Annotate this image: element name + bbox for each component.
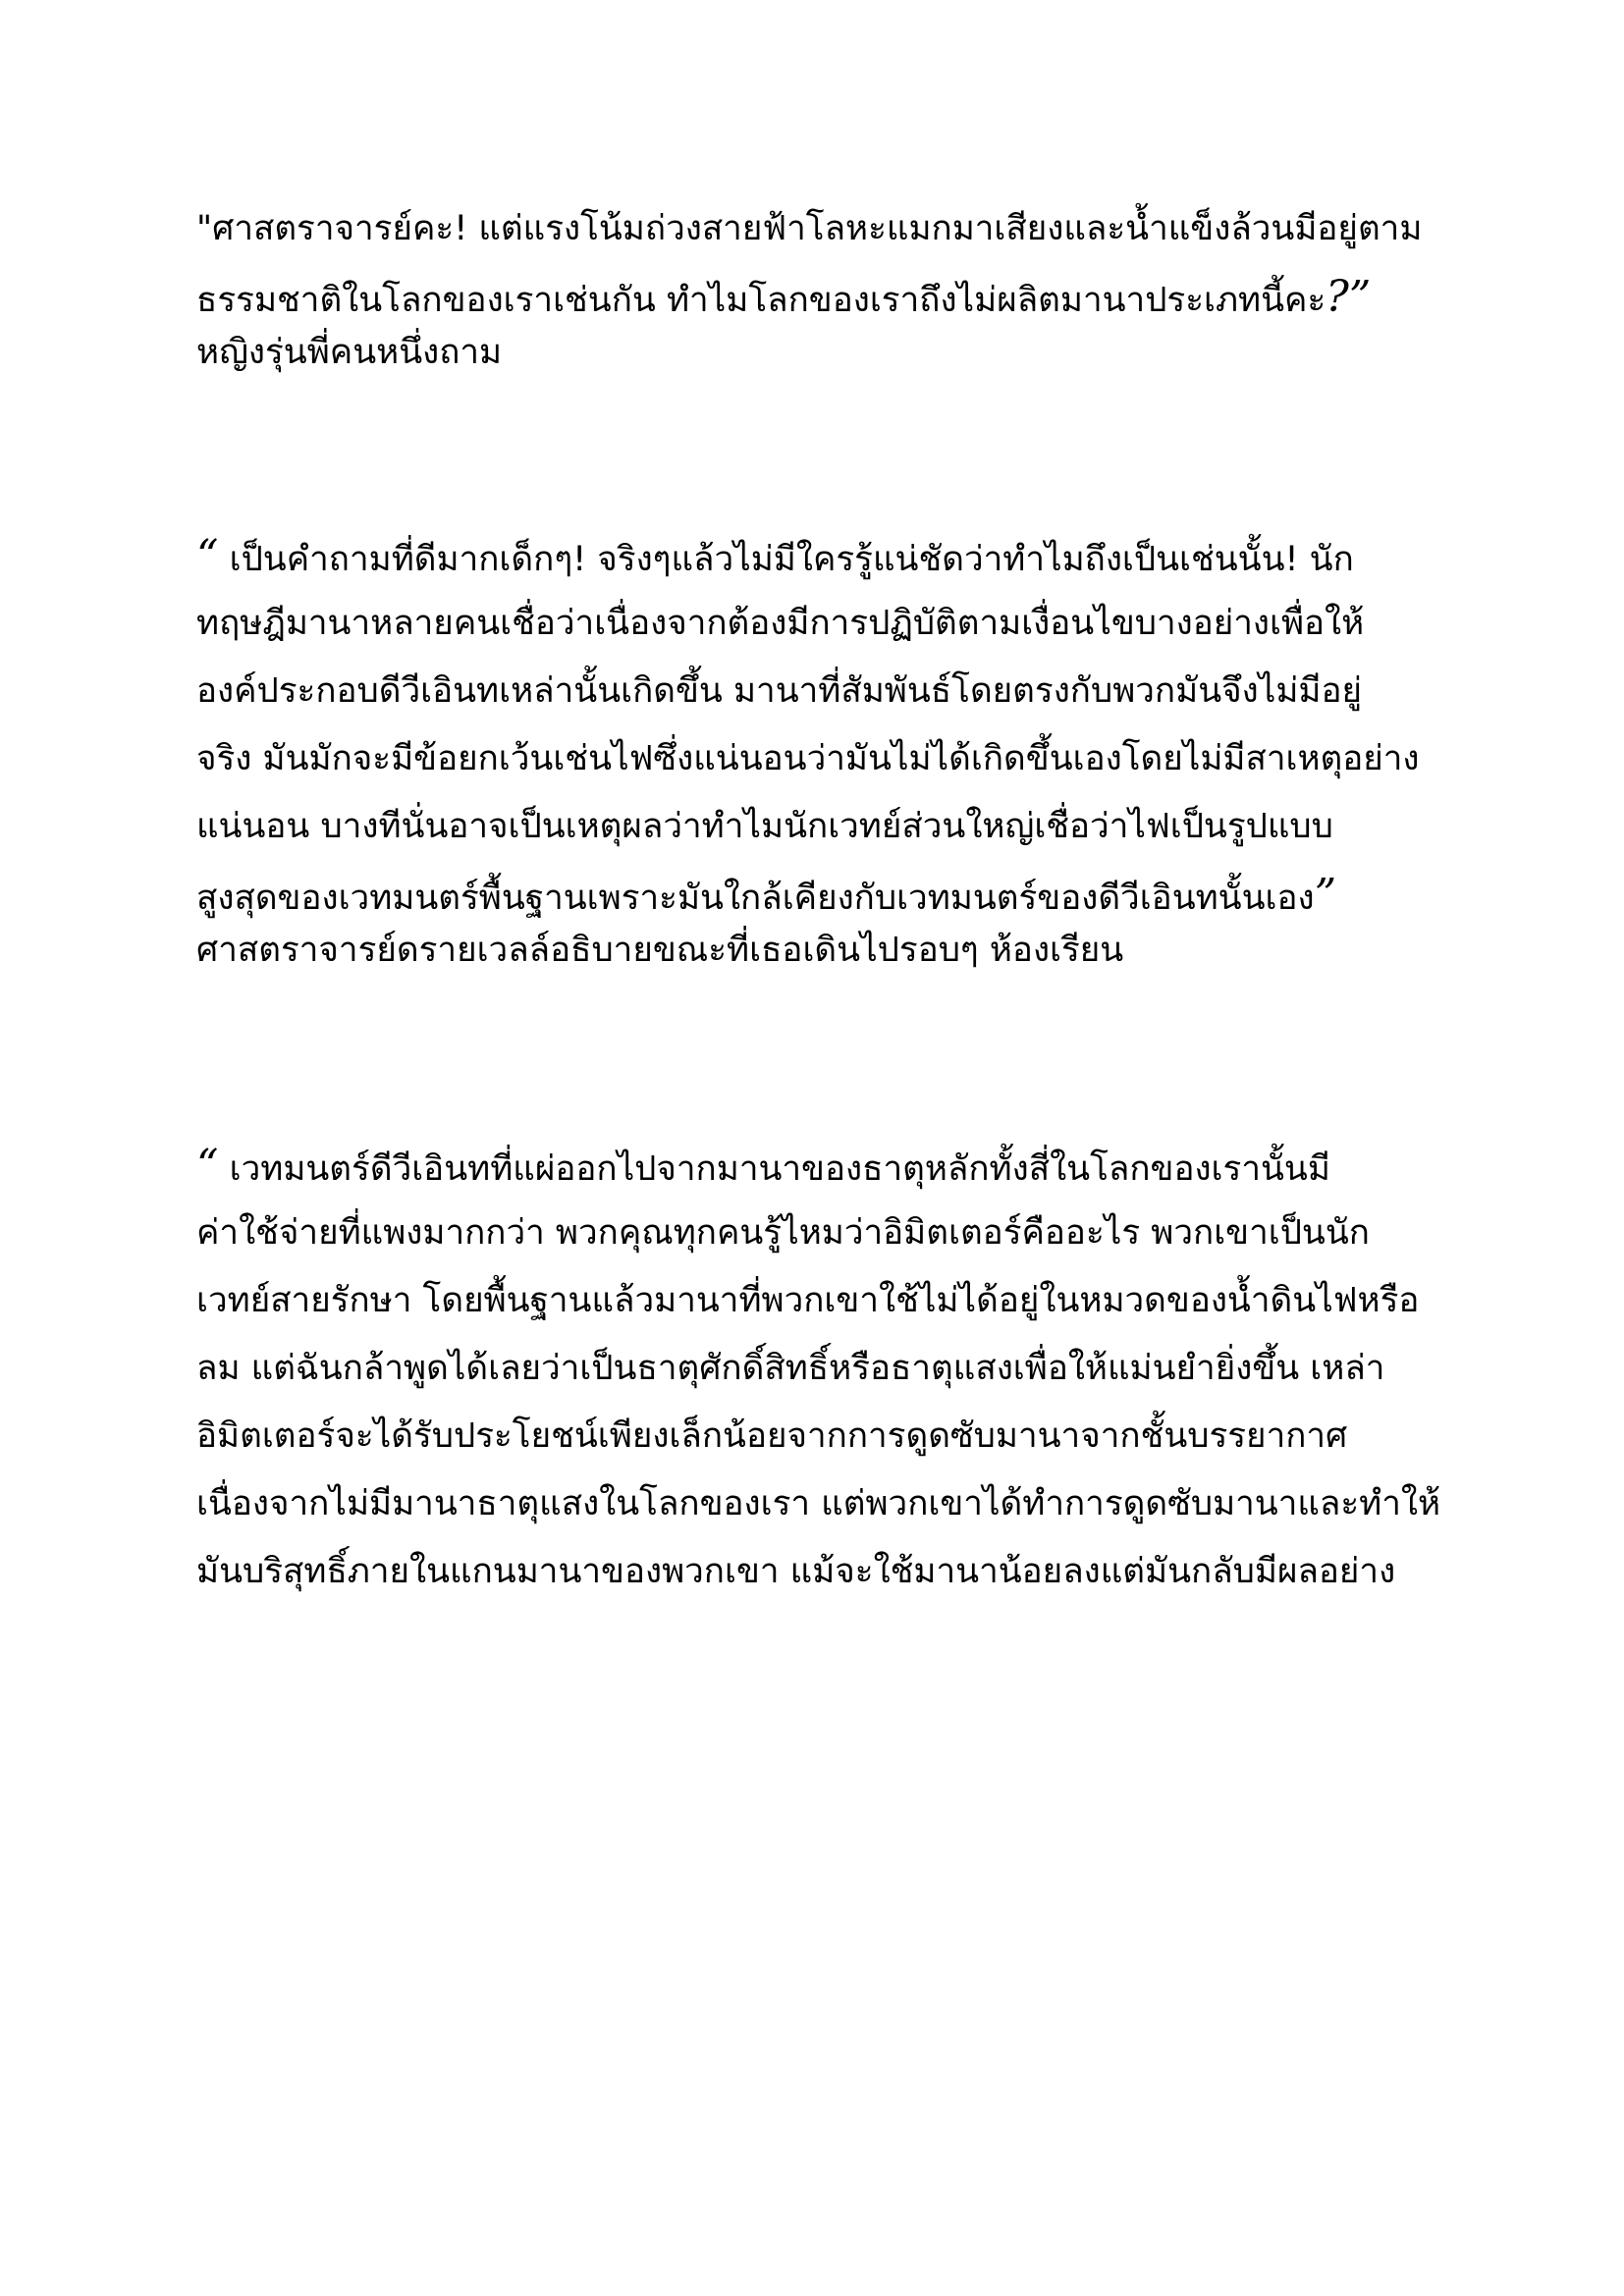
text-line [196, 269, 1463, 325]
text-line: เนื่องจากไม่มีมานาธาตุแสงในโลกของเรา แต่พวกเขาได้ทำการดูดซับมานาและทำให้ [196, 1484, 1441, 1523]
text-line: องค์ประกอบดีวีเอินทเหล่านั้นเกิดขึ้น มานาที่สัมพันธ์โดยตรงกับพวกมันจึงไม่มีอยู่ [196, 671, 1362, 711]
text-line: หญิงรุ่นพี่คนหนึ่งถาม [196, 333, 503, 372]
text-line: อิมิตเตอร์จะได้รับประโยชน์เพียงเล็กน้อยจากการดูดซับมานาจากชั้นบรรยากาศ [196, 1416, 1348, 1456]
paragraph-gap [196, 381, 1463, 528]
text-line [196, 867, 1463, 923]
closing-quote-mark: ?” [1326, 272, 1372, 322]
text-line [196, 528, 1463, 584]
paragraph-answer [196, 528, 1463, 979]
text-line-content: เวทมนตร์ดีวีเอินทที่แผ่ออกไปจากมานาของธาตุหลักทั้งสี่ในโลกของเรานั้นมี [218, 1149, 1330, 1189]
text-line: ศาสตราจารย์ดรายเวลล์อธิบายขณะที่เธอเดินไปรอบๆ ห้องเรียน [196, 931, 1124, 970]
text-line: ทฤษฎีมานาหลายคนเชื่อว่าเนื่องจากต้องมีการปฏิบัติตามเงื่อนไขบางอย่างเพื่อให้ [196, 604, 1365, 643]
text-line-content: เป็นคำถามที่ดีมากเด็กๆ! จริงๆแล้วไม่มีใครรู้แน่ชัดว่าทำไมถึงเป็นเช่นนั้น! นัก [218, 540, 1354, 579]
paragraph-explanation [196, 1138, 1463, 1600]
text-line: เวทย์สายรักษา โดยพื้นฐานแล้วมานาที่พวกเขาใช้ไม่ได้อยู่ในหมวดของน้ำดินไฟหรือ [196, 1281, 1420, 1320]
text-line [196, 1138, 1463, 1194]
text-line: ลม แต่ฉันกล้าพูดได้เลยว่าเป็นธาตุศักดิ์สิทธิ์หรือธาตุแสงเพื่อให้แม่นยำยิ่งขึ้น เหล่า [196, 1349, 1385, 1388]
text-line: "ศาสตราจารย์คะ! แต่แรงโน้มถ่วงสายฟ้าโลหะแมกมาเสียงและน้ำแข็งล้วนมีอยู่ตาม [196, 209, 1423, 248]
text-line: ค่าใช้จ่ายที่แพงมากกว่า พวกคุณทุกคนรู้ไหมว่าอิมิตเตอร์คืออะไร พวกเขาเป็นนัก [196, 1213, 1370, 1253]
text-line: แน่นอน บางทีนั่นอาจเป็นเหตุผลว่าทำไมนักเวทย์ส่วนใหญ่เชื่อว่าไฟเป็นรูปแบบ [196, 807, 1333, 846]
text-line: จริง มันมักจะมีข้อยกเว้นเช่นไฟซึ่งแน่นอนว่ามันไม่ได้เกิดขึ้นเองโดยไม่มีสาเหตุอย่าง [196, 739, 1420, 778]
paragraph-gap [196, 990, 1463, 1138]
opening-quote-mark: “ [196, 1141, 219, 1191]
text-line-content: สูงสุดของเวทมนตร์พื้นฐานเพราะมันใกล้เคียงกับเวทมนตร์ของดีวีเอินทนั้นเอง [196, 879, 1315, 918]
text-line: มันบริสุทธิ์ภายในแกนมานาของพวกเขา แม้จะใช้มานาน้อยลงแต่มันกลับมีผลอย่าง [196, 1552, 1396, 1591]
text-body [196, 201, 1463, 1600]
text-line-content: ธรรมชาติในโลกของเราเช่นกัน ทำไมโลกของเราถึงไม่ผลิตมานาประเภทนี้คะ [196, 281, 1326, 320]
paragraph-question [196, 201, 1463, 381]
closing-quote-mark: ” [1314, 870, 1337, 920]
opening-quote-mark: “ [196, 531, 219, 581]
